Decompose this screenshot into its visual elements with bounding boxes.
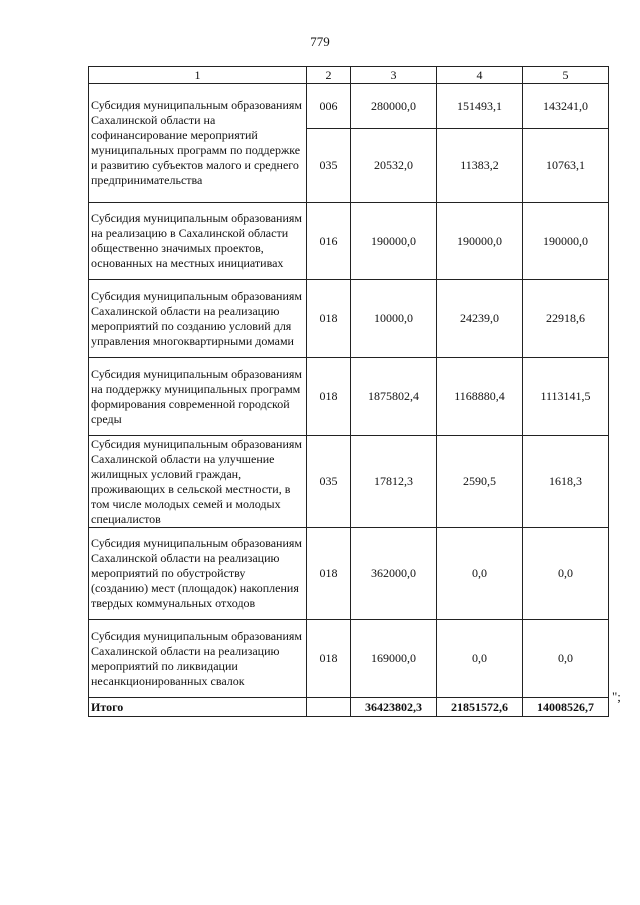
row-description: Субсидия муниципальным образованиям на поддержку муниципальных программ формирования современной городской среды: [89, 358, 307, 436]
table-row: [89, 620, 609, 698]
row-value-3: 190000,0: [351, 203, 437, 280]
table-row: [89, 280, 609, 358]
col-header-2: 2: [307, 67, 351, 84]
total-value-4: 21851572,6: [437, 698, 523, 717]
row-value-4: 2590,5: [437, 436, 523, 528]
row-value-3: 10000,0: [351, 280, 437, 358]
col-header-4: 4: [437, 67, 523, 84]
col-header-5: 5: [523, 67, 609, 84]
row-value-4: 190000,0: [437, 203, 523, 280]
row-value-5: 10763,1: [523, 129, 609, 203]
table-row: [89, 528, 609, 620]
row-value-3: 1875802,4: [351, 358, 437, 436]
row-value-5: 1113141,5: [523, 358, 609, 436]
row-code: 035: [307, 436, 351, 528]
row-value-5: 0,0: [523, 620, 609, 698]
row-value-3: 17812,3: [351, 436, 437, 528]
table-row: [89, 84, 609, 129]
table-row: [89, 203, 609, 280]
table-row: [89, 358, 609, 436]
total-value-3: 36423802,3: [351, 698, 437, 717]
row-code: 016: [307, 203, 351, 280]
row-code: 018: [307, 528, 351, 620]
row-value-5: 22918,6: [523, 280, 609, 358]
row-value-5: 0,0: [523, 528, 609, 620]
row-value-4: 1168880,4: [437, 358, 523, 436]
header-row: [89, 67, 609, 84]
closing-quote: ";: [612, 689, 621, 704]
row-value-3: 280000,0: [351, 84, 437, 129]
row-description: Субсидия муниципальным образованиям Сахалинской области на реализацию мероприятий по ликвидации несанкционированных свалок: [89, 620, 307, 698]
table-row: [89, 436, 609, 528]
row-value-4: 11383,2: [437, 129, 523, 203]
row-value-4: 0,0: [437, 620, 523, 698]
row-value-3: 362000,0: [351, 528, 437, 620]
row-code: 006: [307, 84, 351, 129]
subsidy-table: [88, 66, 609, 717]
total-code-empty: [307, 698, 351, 717]
row-description: Субсидия муниципальным образованиям на реализацию в Сахалинской области общественно значимых проектов, основанных на местных инициативах: [89, 203, 307, 280]
total-row: [89, 698, 609, 717]
col-header-1: 1: [89, 67, 307, 84]
row-value-5: 143241,0: [523, 84, 609, 129]
row-code: 035: [307, 129, 351, 203]
row-value-3: 20532,0: [351, 129, 437, 203]
row-description: Субсидия муниципальным образованиям Сахалинской области на реализацию мероприятий по обустройству (созданию) мест (площадок) накопления твердых коммунальных отходов: [89, 528, 307, 620]
row-description: Субсидия муниципальным образованиям Сахалинской области на улучшение жилищных условий граждан, проживающих в сельской местности, в том числе молодых семей и молодых специалистов: [89, 436, 307, 528]
page-number: 779: [310, 34, 330, 49]
total-value-5: 14008526,7: [523, 698, 609, 717]
row-description: Субсидия муниципальным образованиям Сахалинской области на реализацию мероприятий по созданию условий для управления многоквартирными домами: [89, 280, 307, 358]
row-value-4: 24239,0: [437, 280, 523, 358]
row-code: 018: [307, 620, 351, 698]
row-value-4: 151493,1: [437, 84, 523, 129]
row-description: Субсидия муниципальным образованиям Сахалинской области на софинансирование мероприятий муниципальных программ по поддержке и развитию субъектов малого и среднего предпринимательства: [89, 84, 307, 203]
row-value-5: 1618,3: [523, 436, 609, 528]
row-value-5: 190000,0: [523, 203, 609, 280]
row-code: 018: [307, 280, 351, 358]
row-code: 018: [307, 358, 351, 436]
row-value-3: 169000,0: [351, 620, 437, 698]
col-header-3: 3: [351, 67, 437, 84]
total-label: Итого: [89, 698, 307, 717]
row-value-4: 0,0: [437, 528, 523, 620]
